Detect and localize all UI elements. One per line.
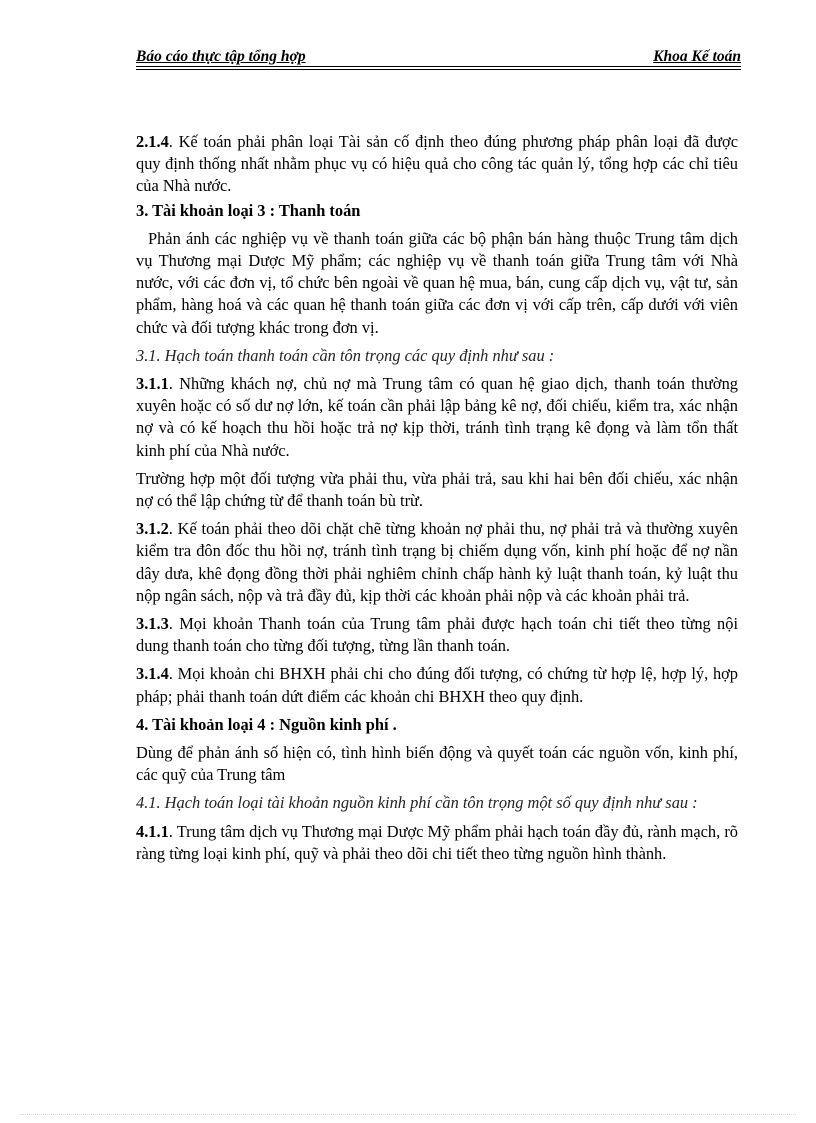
footer-dotted-rule: [20, 1114, 796, 1115]
section-number: 3.1.2: [136, 519, 169, 539]
document-body: [136, 131, 738, 871]
heading-section-3: 3. Tài khoản loại 3 : Thanh toán: [136, 200, 361, 220]
subheading-4-1: 4.1. Hạch toán loại tài khoản nguồn kinh phí cần tôn trọng một số quy định như sau :: [136, 793, 698, 813]
header-rule: [136, 66, 741, 67]
paragraph-section-4-intro: Dùng để phản ánh số hiện có, tình hình biến động và quyết toán các nguồn vốn, kinh phí, các quỹ của Trung tâm: [136, 743, 738, 785]
paragraph-text: . Những khách nợ, chủ nợ mà Trung tâm có quan hệ giao dịch, thanh toán thường xuyên hoặc có số dư nợ lớn, kế toán cần phải lập bảng kê nợ, đối chiếu, kiểm tra, xác nhận nợ và có kế hoạch thu hồi hoặc trả nợ kịp thời, tránh tình trạng kê đọng và làm tổn thất kinh phí của Nhà nước.: [136, 374, 738, 460]
header-report-title: Báo cáo thực tập tổng hợp: [136, 48, 306, 65]
section-number: 4.1.1: [136, 821, 169, 841]
paragraph-3-1-3: [136, 613, 738, 657]
paragraph-3-1-4: [136, 663, 738, 707]
section-number: 3.1.1: [136, 374, 169, 394]
section-number: 3.1.4: [136, 664, 169, 684]
section-number: 3.1.3: [136, 614, 169, 634]
paragraph-2-1-4: [136, 131, 738, 198]
paragraph-4-1-1: [136, 821, 738, 865]
page-header: [136, 48, 741, 70]
paragraph-3-1-1-continued: Trường hợp một đối tượng vừa phải thu, vừa phải trả, sau khi hai bên đối chiếu, xác nhận nợ có thể lập chứng từ để thanh toán bù trừ.: [136, 468, 738, 511]
paragraph-text: . Kế toán phải theo dõi chặt chẽ từng khoản nợ phải thu, nợ phải trả và thường xuyên kiểm tra đôn đốc thu hồi nợ, tránh tình trạng bị chiếm dụng vốn, kinh phí hoặc để nợ nần dây dưa, khê đọng đồng thời phải nghiêm chỉnh chấp hành kỷ luật thanh toán, kỷ luật thu nộp ngân sách, nộp và trả đầy đủ, kịp thời các khoản phải nộp và các khoản phải trả.: [136, 519, 738, 605]
heading-section-4: 4. Tài khoản loại 4 : Nguồn kinh phí .: [136, 714, 397, 734]
paragraph-text: . Kế toán phải phân loại Tài sản cố định theo đúng phương pháp phân loại đã được quy định thống nhất nhằm phục vụ có hiệu quả cho công tác quản lý, tổng hợp các chỉ tiêu của Nhà nước.: [136, 132, 738, 196]
header-rule-secondary: [136, 69, 741, 70]
section-number: 2.1.4: [136, 132, 169, 151]
header-department: Khoa Kế toán: [653, 48, 741, 65]
paragraph-section-3-intro: Phản ánh các nghiệp vụ về thanh toán giữa các bộ phận bán hàng thuộc Trung tâm dịch vụ Thương mại Dược Mỹ phẩm; các nghiệp vụ về thanh toán giữa Trung tâm với Nhà nước, với các đơn vị, tổ chức bên ngoài về quan hệ mua, bán, cung cấp dịch vụ, vật tư, sản phẩm, hàng hoá và các quan hệ thanh toán giữa các đơn vị với cấp trên, cấp dưới với viên chức và đối tượng khác trong đơn vị.: [136, 228, 738, 337]
paragraph-text: . Mọi khoản chi BHXH phải chi cho đúng đối tượng, có chứng từ hợp lệ, hợp lý, hợp pháp; phải thanh toán dứt điểm các khoản chi BHXH theo quy định.: [136, 664, 738, 706]
paragraph-text: . Trung tâm dịch vụ Thương mại Dược Mỹ phẩm phải hạch toán đầy đủ, rành mạch, rõ ràng từng loại kinh phí, quỹ và phải theo dõi chi tiết theo từng nguồn hình thành.: [136, 821, 738, 863]
paragraph-3-1-2: [136, 518, 738, 607]
paragraph-3-1-1: [136, 373, 738, 462]
paragraph-text: . Mọi khoản Thanh toán của Trung tâm phải được hạch toán chi tiết theo từng nội dung thanh toán cho từng đối tượng, từng lần thanh toán.: [136, 614, 738, 656]
subheading-3-1: 3.1. Hạch toán thanh toán cần tôn trọng các quy định như sau :: [136, 345, 555, 365]
